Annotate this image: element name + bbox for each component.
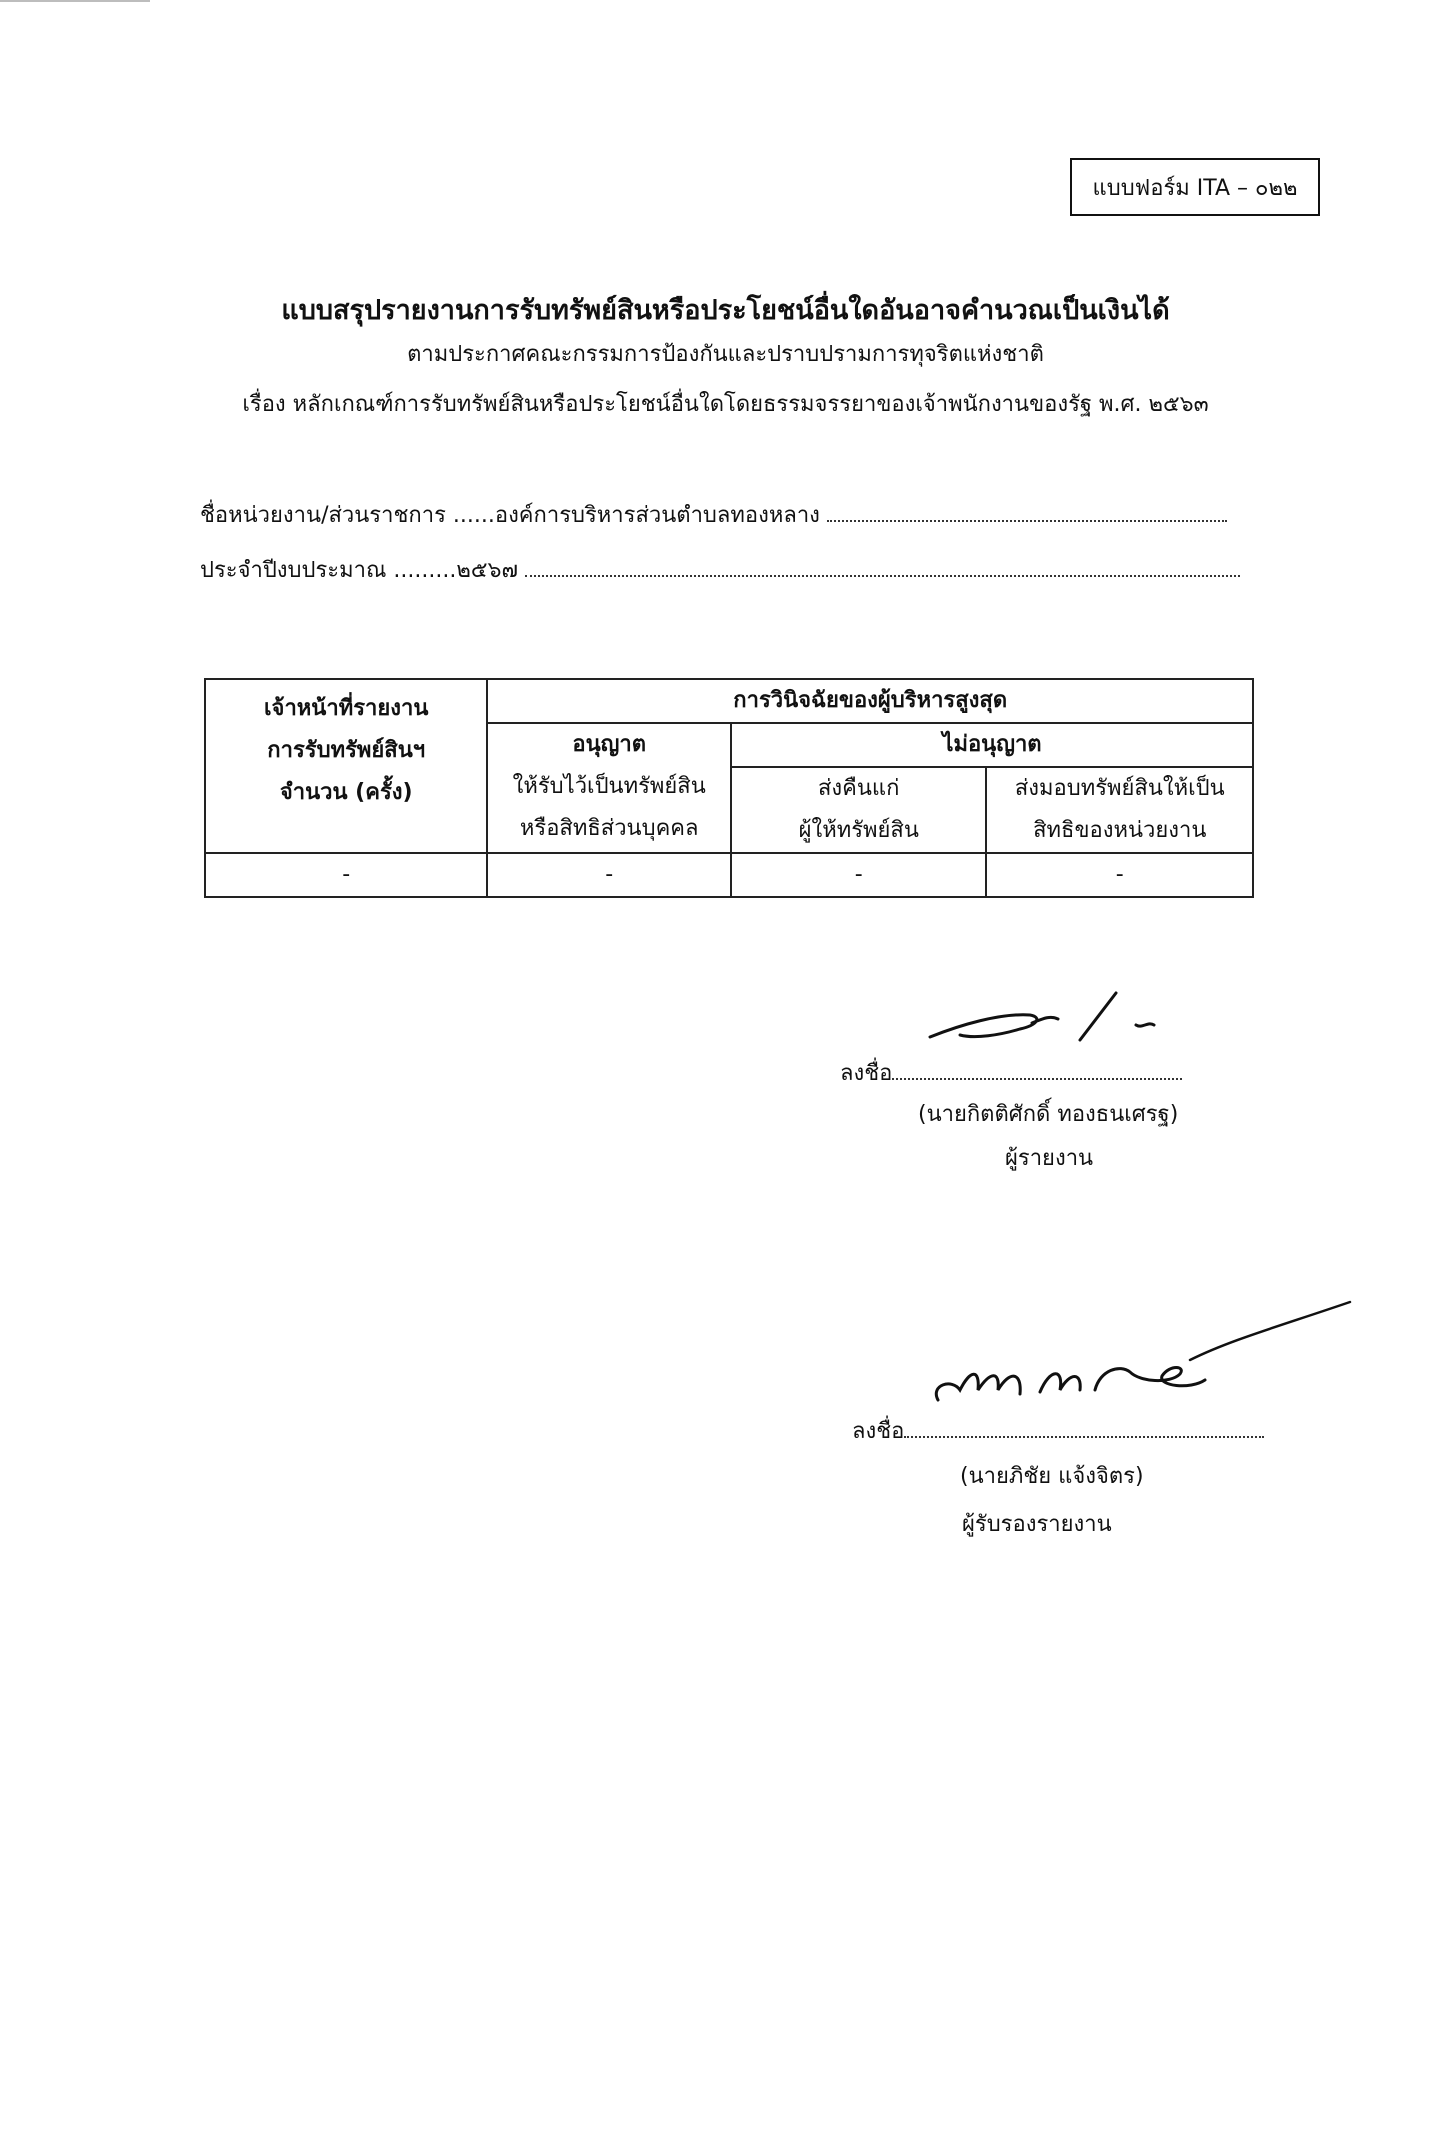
approve-header: อนุญาต ให้รับไว้เป็นทรัพย์สิน หรือสิทธิส่วนบุคคล [487, 723, 731, 853]
document-title: แบบสรุปรายงานการรับทรัพย์สินหรือประโยชน์อื่นใดอันอาจคำนวณเป็นเงินได้ [281, 295, 1170, 326]
transfer-to-agency-header: ส่งมอบทรัพย์สินให้เป็น สิทธิของหน่วยงาน [986, 767, 1253, 853]
certifier-dots [904, 1416, 1264, 1438]
reporter-dots [892, 1058, 1182, 1080]
budget-year-field [200, 552, 1240, 587]
document-subject: เรื่อง หลักเกณฑ์การรับทรัพย์สินหรือประโยชน์อื่นใดโดยธรรมจรรยาของเจ้าพนักงานของรัฐ พ.ศ. ๒๕๖๓ [242, 392, 1209, 417]
agency-label: ชื่อหน่วยงาน/ส่วนราชการ [200, 503, 446, 528]
decision-header: การวินิจฉัยของผู้บริหารสูงสุด [487, 679, 1253, 723]
budget-year-dots [525, 555, 1240, 577]
agency-value: ......องค์การบริหารส่วนตำบลทองหลาง [452, 503, 820, 528]
certifier-name: (นายภิชัย แจ้งจิตร) [960, 1464, 1144, 1489]
budget-year-label: ประจำปีงบประมาณ [200, 558, 387, 583]
table-cell: - [487, 853, 731, 897]
reporter-sign-line [840, 1055, 1182, 1090]
document-subtitle: ตามประกาศคณะกรรมการป้องกันและปราบปรามการทุจริตแห่งชาติ [407, 342, 1044, 367]
agency-field [200, 497, 1227, 532]
table-cell: - [986, 853, 1253, 897]
table-row [205, 853, 1253, 897]
reporter-signature [920, 985, 1160, 1055]
certifier-signature [930, 1290, 1360, 1410]
return-to-giver-header: ส่งคืนแก่ ผู้ให้ทรัพย์สิน [731, 767, 987, 853]
certifier-sign-label: ลงชื่อ [852, 1419, 905, 1444]
scan-edge-line [0, 0, 150, 2]
reporter-name: (นายกิตติศักดิ์ ทองธนเศรฐ) [918, 1102, 1179, 1127]
agency-dots [827, 500, 1227, 522]
reporter-sign-label: ลงชื่อ [840, 1061, 893, 1086]
table-cell: - [205, 853, 487, 897]
reporter-count-header: เจ้าหน้าที่รายงาน การรับทรัพย์สินฯ จำนวน (ครั้ง) [205, 679, 487, 853]
reporter-role: ผู้รายงาน [1005, 1146, 1094, 1171]
form-code-box [1070, 158, 1320, 216]
summary-table [204, 678, 1254, 898]
certifier-role: ผู้รับรองรายงาน [962, 1512, 1112, 1537]
table-cell: - [731, 853, 987, 897]
certifier-sign-line [852, 1413, 1264, 1448]
form-code: แบบฟอร์ม ITA – ๐๒๒ [1092, 175, 1298, 201]
deny-header: ไม่อนุญาต [731, 723, 1253, 767]
budget-year-value: .........๒๕๖๗ [393, 558, 518, 583]
